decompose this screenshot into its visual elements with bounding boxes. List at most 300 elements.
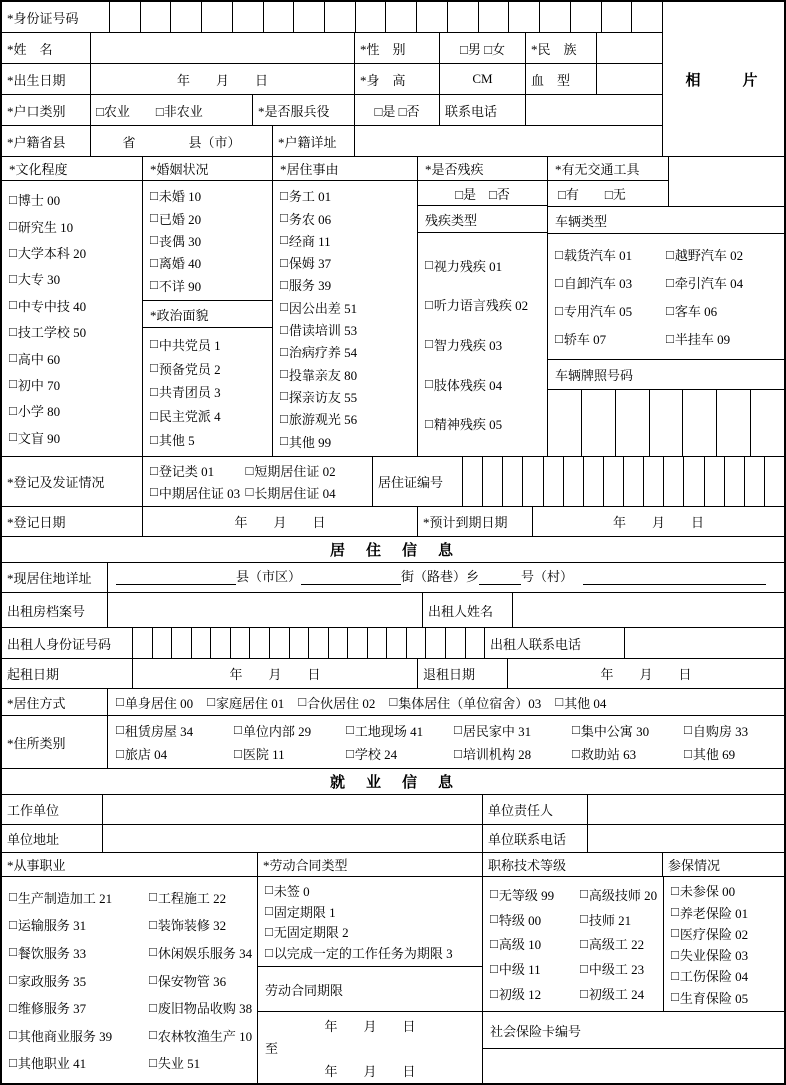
checkbox-option[interactable] <box>389 693 541 712</box>
checkbox-icon: □ <box>671 882 679 898</box>
checkbox-option[interactable] <box>671 988 777 1007</box>
checkbox-option[interactable] <box>150 253 265 272</box>
current-address-field[interactable] <box>107 563 784 592</box>
option-label: 培训机构 28 <box>462 747 532 763</box>
option-label: 家庭居住 01 <box>215 695 285 711</box>
checkbox-option[interactable] <box>580 959 657 978</box>
checkbox-icon: □ <box>454 745 462 761</box>
address-blank-line[interactable] <box>301 572 401 585</box>
option-label: 其他 5 <box>158 433 195 449</box>
option-label: 半挂车 09 <box>674 332 731 347</box>
birth-date-field[interactable]: 年 月 日 <box>90 64 354 94</box>
input-cell[interactable] <box>682 390 716 456</box>
checkbox-option[interactable] <box>671 881 777 900</box>
checkbox-option[interactable] <box>265 881 475 900</box>
checkbox-option[interactable] <box>9 1053 149 1072</box>
gender-label: *性 别 <box>354 33 439 63</box>
checkbox-option[interactable] <box>555 693 606 712</box>
checkbox-icon: □ <box>671 925 679 941</box>
checkbox-option[interactable] <box>116 693 193 712</box>
checkbox-option[interactable] <box>280 186 410 205</box>
checkbox-option[interactable] <box>246 483 365 502</box>
living-mode-row <box>2 689 784 716</box>
employment-detail-section <box>2 877 784 1083</box>
input-cell[interactable] <box>482 457 502 506</box>
input-cell[interactable] <box>386 628 406 658</box>
checkbox-icon: □ <box>9 429 17 445</box>
input-cell[interactable] <box>232 2 263 32</box>
checkbox-icon: □ <box>280 232 288 248</box>
expiry-date-field[interactable]: 年 月 日 <box>532 507 784 536</box>
rank-insurance-column <box>482 877 784 1083</box>
checkbox-option[interactable] <box>490 959 580 978</box>
insurance-options <box>663 877 784 1011</box>
checkbox-icon: □ <box>149 972 157 987</box>
rent-start-field[interactable]: 年 月 日 <box>132 659 417 688</box>
input-cell[interactable] <box>201 2 232 32</box>
checkbox-option[interactable] <box>9 428 135 447</box>
checkbox-option[interactable] <box>298 693 375 712</box>
checkbox-option[interactable] <box>280 365 410 384</box>
contract-start-date-field[interactable]: 年 月 日 <box>324 1018 416 1034</box>
input-cell[interactable] <box>347 628 367 658</box>
input-cell[interactable] <box>603 457 623 506</box>
input-cell[interactable] <box>750 390 784 456</box>
input-cell[interactable] <box>543 457 563 506</box>
input-cell[interactable] <box>478 2 509 32</box>
military-options[interactable]: □是 □否 <box>354 95 439 125</box>
checkbox-option[interactable] <box>265 943 475 962</box>
option-label: 治病疗养 54 <box>288 345 358 361</box>
checkbox-option[interactable] <box>234 744 346 763</box>
rental-file-field[interactable] <box>107 593 422 627</box>
checkbox-option[interactable] <box>149 888 252 907</box>
origin-label: *户籍省县 <box>7 134 66 150</box>
option-label: 医院 11 <box>242 747 285 763</box>
blood-type-field[interactable] <box>596 64 662 94</box>
checkbox-option[interactable] <box>9 998 149 1017</box>
option-label: 经商 11 <box>288 233 331 249</box>
ethnicity-field[interactable] <box>596 33 662 63</box>
military-label: *是否服兵役 <box>252 95 354 125</box>
checkbox-option[interactable] <box>280 409 410 428</box>
checkbox-icon: □ <box>265 903 273 919</box>
checkbox-option[interactable] <box>150 382 265 401</box>
checkbox-icon: □ <box>454 722 462 738</box>
input-cell[interactable] <box>643 457 663 506</box>
input-cell[interactable] <box>508 2 539 32</box>
input-cell[interactable] <box>601 2 632 32</box>
vehicle-yn-options[interactable]: □有 □无 <box>558 187 626 202</box>
input-cell[interactable] <box>539 2 570 32</box>
identity-section <box>2 2 784 157</box>
checkbox-option[interactable] <box>425 375 540 394</box>
checkbox-icon: □ <box>580 911 588 927</box>
option-label: 自购房 33 <box>692 723 749 739</box>
checkbox-icon: □ <box>490 935 498 951</box>
checkbox-icon: □ <box>265 882 273 898</box>
input-cell[interactable] <box>683 457 703 506</box>
checkbox-option[interactable] <box>9 915 149 934</box>
input-cell[interactable] <box>522 457 542 506</box>
origin-address-label: *户籍详址 <box>272 126 354 156</box>
checkbox-option[interactable] <box>149 1053 252 1072</box>
checkbox-option[interactable] <box>150 359 265 378</box>
checkbox-option[interactable] <box>150 406 265 425</box>
checkbox-option[interactable] <box>666 245 777 264</box>
checkbox-option[interactable] <box>346 721 454 740</box>
input-cell[interactable] <box>269 628 289 658</box>
employer-row <box>2 795 784 825</box>
input-cell[interactable] <box>716 390 750 456</box>
option-label: 居民家中 31 <box>462 723 532 739</box>
checkbox-option[interactable] <box>425 414 540 433</box>
height-label: *身 高 <box>354 64 439 94</box>
option-label: 无固定期限 2 <box>273 925 349 941</box>
checkbox-option[interactable] <box>684 744 776 763</box>
checkbox-option[interactable] <box>265 902 475 921</box>
option-label: 大学本科 20 <box>17 246 87 262</box>
input-cell[interactable] <box>328 628 348 658</box>
plate-number-label: 车辆牌照号码 <box>548 360 784 390</box>
checkbox-option[interactable] <box>425 256 540 275</box>
registration-date-label: *登记日期 <box>7 515 66 530</box>
checkbox-option[interactable] <box>150 430 265 449</box>
dwelling-type-label: *住所类别 <box>7 735 66 751</box>
name-row <box>2 33 662 64</box>
option-label: 特级 00 <box>498 912 542 928</box>
input-cell[interactable] <box>570 2 601 32</box>
checkbox-option[interactable] <box>9 190 135 209</box>
input-cell[interactable] <box>367 628 387 658</box>
marital-options <box>143 181 272 301</box>
checkbox-option[interactable] <box>9 296 135 315</box>
input-cell[interactable] <box>140 2 171 32</box>
input-cell[interactable] <box>249 628 269 658</box>
input-cell[interactable] <box>263 2 294 32</box>
contract-term-label: 劳动合同期限 <box>258 967 482 1012</box>
checkbox-icon: □ <box>490 911 498 927</box>
checkbox-icon: □ <box>150 210 158 226</box>
checkbox-option[interactable] <box>9 943 149 962</box>
contact-phone-field[interactable] <box>525 95 662 125</box>
checkbox-icon: □ <box>490 886 498 902</box>
checkbox-option[interactable] <box>207 693 284 712</box>
checkbox-option[interactable] <box>150 461 246 480</box>
checkbox-option[interactable] <box>666 301 777 320</box>
origin-address-field[interactable] <box>354 126 662 156</box>
permit-number-label: 居住证编号 <box>372 457 462 506</box>
birth-row <box>2 64 662 95</box>
address-blank-line[interactable] <box>116 572 236 585</box>
gender-options[interactable]: □男 □女 <box>439 33 525 63</box>
id-number-row <box>2 2 662 33</box>
input-cell[interactable] <box>289 628 309 658</box>
checkbox-option[interactable] <box>9 243 135 262</box>
option-label: 集体居住（单位宿舍）03 <box>398 695 542 711</box>
input-cell[interactable] <box>649 390 683 456</box>
input-cell[interactable] <box>631 2 662 32</box>
checkbox-option[interactable] <box>572 744 684 763</box>
disability-type-header: 残疾类型 <box>418 206 547 233</box>
checkbox-icon: □ <box>9 999 17 1015</box>
checkbox-icon: □ <box>280 388 288 404</box>
option-label: 精神残疾 05 <box>433 417 503 433</box>
checkbox-icon: □ <box>9 297 17 313</box>
option-label: 中级工 23 <box>588 962 645 978</box>
checkbox-option[interactable] <box>555 329 666 348</box>
input-cell[interactable] <box>170 2 201 32</box>
checkbox-icon: □ <box>9 376 17 392</box>
checkbox-option[interactable] <box>555 245 666 264</box>
checkbox-option[interactable] <box>555 273 666 292</box>
checkbox-icon: □ <box>280 276 288 292</box>
input-cell[interactable] <box>425 628 445 658</box>
input-cell[interactable] <box>324 2 355 32</box>
input-cell[interactable] <box>563 457 583 506</box>
checkbox-option[interactable] <box>490 984 580 1003</box>
input-cell[interactable] <box>385 2 416 32</box>
option-label: 初中 70 <box>17 377 61 393</box>
option-label: 专用汽车 05 <box>563 304 633 319</box>
checkbox-option[interactable] <box>9 217 135 236</box>
option-label: 中级 11 <box>498 962 541 978</box>
option-label: 失业 51 <box>157 1056 201 1072</box>
input-cell[interactable] <box>462 457 482 506</box>
landlord-phone-field[interactable] <box>624 628 784 658</box>
landlord-phone-label: 出租人联系电话 <box>484 628 624 658</box>
checkbox-option[interactable] <box>150 335 265 354</box>
checkbox-option[interactable] <box>150 186 265 205</box>
address-blank-line[interactable] <box>479 572 521 585</box>
ethnicity-label: *民 族 <box>525 33 596 63</box>
option-label: 救助站 63 <box>580 747 637 763</box>
registration-date-field[interactable]: 年 月 日 <box>142 507 417 536</box>
checkbox-option[interactable] <box>346 744 454 763</box>
checkbox-option[interactable] <box>149 915 252 934</box>
checkbox-option[interactable] <box>280 387 410 406</box>
input-cell[interactable] <box>764 457 784 506</box>
manager-field[interactable] <box>587 795 784 824</box>
checkbox-icon: □ <box>280 254 288 270</box>
height-field[interactable]: CM <box>439 64 525 94</box>
checkbox-option[interactable] <box>425 335 540 354</box>
employer-address-label: 单位地址 <box>7 832 60 847</box>
input-cell[interactable] <box>355 2 386 32</box>
checkbox-option[interactable] <box>280 342 410 361</box>
checkbox-icon: □ <box>9 402 17 418</box>
checkbox-option[interactable] <box>149 998 252 1017</box>
contract-end-date-field[interactable]: 年 月 日 <box>324 1063 416 1079</box>
checkbox-option[interactable] <box>9 401 135 420</box>
checkbox-icon: □ <box>9 323 17 339</box>
rent-end-field[interactable]: 年 月 日 <box>507 659 784 688</box>
checkbox-option[interactable] <box>490 934 580 953</box>
expiry-date-label: *预计到期日期 <box>417 507 532 536</box>
contract-header: *劳动合同类型 <box>257 853 482 876</box>
checkbox-option[interactable] <box>9 888 149 907</box>
checkbox-option[interactable] <box>280 275 410 294</box>
employer-phone-field[interactable] <box>587 825 784 852</box>
checkbox-option[interactable] <box>9 1026 149 1045</box>
checkbox-option[interactable] <box>9 971 149 990</box>
checkbox-icon: □ <box>149 1027 157 1043</box>
contract-to-label: 至 <box>265 1041 279 1056</box>
checkbox-option[interactable] <box>9 375 135 394</box>
current-address-row <box>2 563 784 593</box>
input-cell[interactable] <box>724 457 744 506</box>
checkbox-option[interactable] <box>454 744 572 763</box>
checkbox-option[interactable] <box>580 934 657 953</box>
checkbox-icon: □ <box>150 407 158 423</box>
option-label: 大专 30 <box>17 272 61 288</box>
checkbox-option[interactable] <box>149 1026 252 1045</box>
social-card-label: 社会保险卡编号 <box>483 1012 784 1049</box>
input-cell[interactable] <box>152 628 172 658</box>
checkbox-icon: □ <box>150 254 158 270</box>
checkbox-icon: □ <box>116 694 124 709</box>
employer-address-field[interactable] <box>102 825 482 852</box>
marital-column <box>142 157 272 456</box>
input-cell[interactable] <box>623 457 643 506</box>
checkbox-icon: □ <box>245 462 254 478</box>
checkbox-option[interactable] <box>555 301 666 320</box>
input-cell[interactable] <box>704 457 724 506</box>
disability-yn-options[interactable]: □是 □否 <box>418 181 547 206</box>
input-cell[interactable] <box>109 2 140 32</box>
checkbox-option[interactable] <box>580 885 657 904</box>
plate-number-cells <box>548 390 784 456</box>
input-cell[interactable] <box>663 457 683 506</box>
input-cell[interactable] <box>230 628 250 658</box>
checkbox-option[interactable] <box>671 945 777 964</box>
checkbox-icon: □ <box>580 935 588 951</box>
checkbox-option[interactable] <box>280 209 410 228</box>
checkbox-icon: □ <box>149 944 157 960</box>
checkbox-option[interactable] <box>150 209 265 228</box>
checkbox-icon: □ <box>150 383 158 399</box>
checkbox-option[interactable] <box>671 966 777 985</box>
input-cell[interactable] <box>583 457 603 506</box>
marital-header: *婚姻状况 <box>143 157 272 181</box>
checkbox-option[interactable] <box>246 461 365 480</box>
option-label: 未婚 10 <box>158 189 202 205</box>
hukou-label: *户口类别 <box>7 103 66 119</box>
option-label: 其他职业 41 <box>17 1056 87 1072</box>
input-cell[interactable] <box>447 2 478 32</box>
input-cell[interactable] <box>210 628 230 658</box>
input-cell[interactable] <box>406 628 426 658</box>
checkbox-option[interactable] <box>671 924 777 943</box>
checkbox-option[interactable] <box>149 971 252 990</box>
landlord-name-field[interactable] <box>512 593 784 627</box>
name-field[interactable] <box>90 33 354 63</box>
id-number-label: *身份证号码 <box>7 10 79 26</box>
checkbox-icon: □ <box>150 431 158 447</box>
checkbox-option[interactable] <box>150 276 265 295</box>
origin-field[interactable] <box>90 126 272 156</box>
input-cell[interactable] <box>308 628 328 658</box>
checkbox-option[interactable] <box>572 721 684 740</box>
checkbox-option[interactable] <box>280 298 410 317</box>
input-cell[interactable] <box>171 628 191 658</box>
hukou-options[interactable]: □农业 □非农业 <box>90 95 252 125</box>
input-cell[interactable] <box>293 2 324 32</box>
attributes-section <box>2 157 784 457</box>
option-label: 维修服务 37 <box>17 1001 87 1017</box>
checkbox-icon: □ <box>280 343 288 359</box>
input-cell[interactable] <box>465 628 485 658</box>
checkbox-icon: □ <box>265 944 273 960</box>
social-card-field[interactable] <box>483 1049 784 1083</box>
input-cell[interactable] <box>416 2 447 32</box>
checkbox-option[interactable] <box>684 721 776 740</box>
input-cell[interactable] <box>502 457 522 506</box>
checkbox-option[interactable] <box>425 295 540 314</box>
input-cell[interactable] <box>445 628 465 658</box>
checkbox-icon: □ <box>684 745 692 761</box>
option-label: 小学 80 <box>17 404 61 420</box>
checkbox-option[interactable] <box>265 922 475 941</box>
checkbox-option[interactable] <box>490 885 580 904</box>
checkbox-option[interactable] <box>580 910 657 929</box>
checkbox-option[interactable] <box>454 721 572 740</box>
checkbox-option[interactable] <box>666 329 777 348</box>
checkbox-icon: □ <box>150 462 158 478</box>
address-blank-line[interactable] <box>583 572 766 585</box>
employer-field[interactable] <box>102 795 482 824</box>
checkbox-option[interactable] <box>9 269 135 288</box>
disability-header: *是否残疾 <box>418 157 547 181</box>
checkbox-option[interactable] <box>490 910 580 929</box>
permit-number-cells <box>462 457 784 506</box>
registration-options <box>142 457 372 506</box>
checkbox-option[interactable] <box>280 320 410 339</box>
employer-phone-label: 单位联系电话 <box>482 825 587 852</box>
checkbox-option[interactable] <box>9 322 135 341</box>
checkbox-option[interactable] <box>666 273 777 292</box>
input-cell[interactable] <box>744 457 764 506</box>
checkbox-option[interactable] <box>9 349 135 368</box>
checkbox-option[interactable] <box>116 744 234 763</box>
rental-file-row <box>2 593 784 628</box>
landlord-id-row <box>2 628 784 659</box>
checkbox-option[interactable] <box>150 483 246 502</box>
contract-column <box>257 877 482 1083</box>
input-cell[interactable] <box>615 390 649 456</box>
checkbox-option[interactable] <box>280 231 410 250</box>
vehicle-type-options <box>548 234 784 360</box>
input-cell[interactable] <box>191 628 211 658</box>
checkbox-option[interactable] <box>580 984 657 1003</box>
checkbox-option[interactable] <box>280 432 410 451</box>
checkbox-option[interactable] <box>150 231 265 250</box>
checkbox-icon: □ <box>9 244 17 260</box>
option-label: 已婚 20 <box>158 211 202 227</box>
checkbox-option[interactable] <box>671 903 777 922</box>
checkbox-option[interactable] <box>116 721 234 740</box>
input-cell[interactable] <box>132 628 152 658</box>
input-cell[interactable] <box>581 390 615 456</box>
checkbox-option[interactable] <box>149 943 252 962</box>
input-cell[interactable] <box>548 390 581 456</box>
option-label: 登记类 01 <box>158 464 215 480</box>
checkbox-icon: □ <box>116 745 124 761</box>
residence-section-title: 居 住 信 息 <box>2 537 784 563</box>
checkbox-option[interactable] <box>234 721 346 740</box>
contract-term-dates <box>258 1012 482 1083</box>
checkbox-option[interactable] <box>280 253 410 272</box>
